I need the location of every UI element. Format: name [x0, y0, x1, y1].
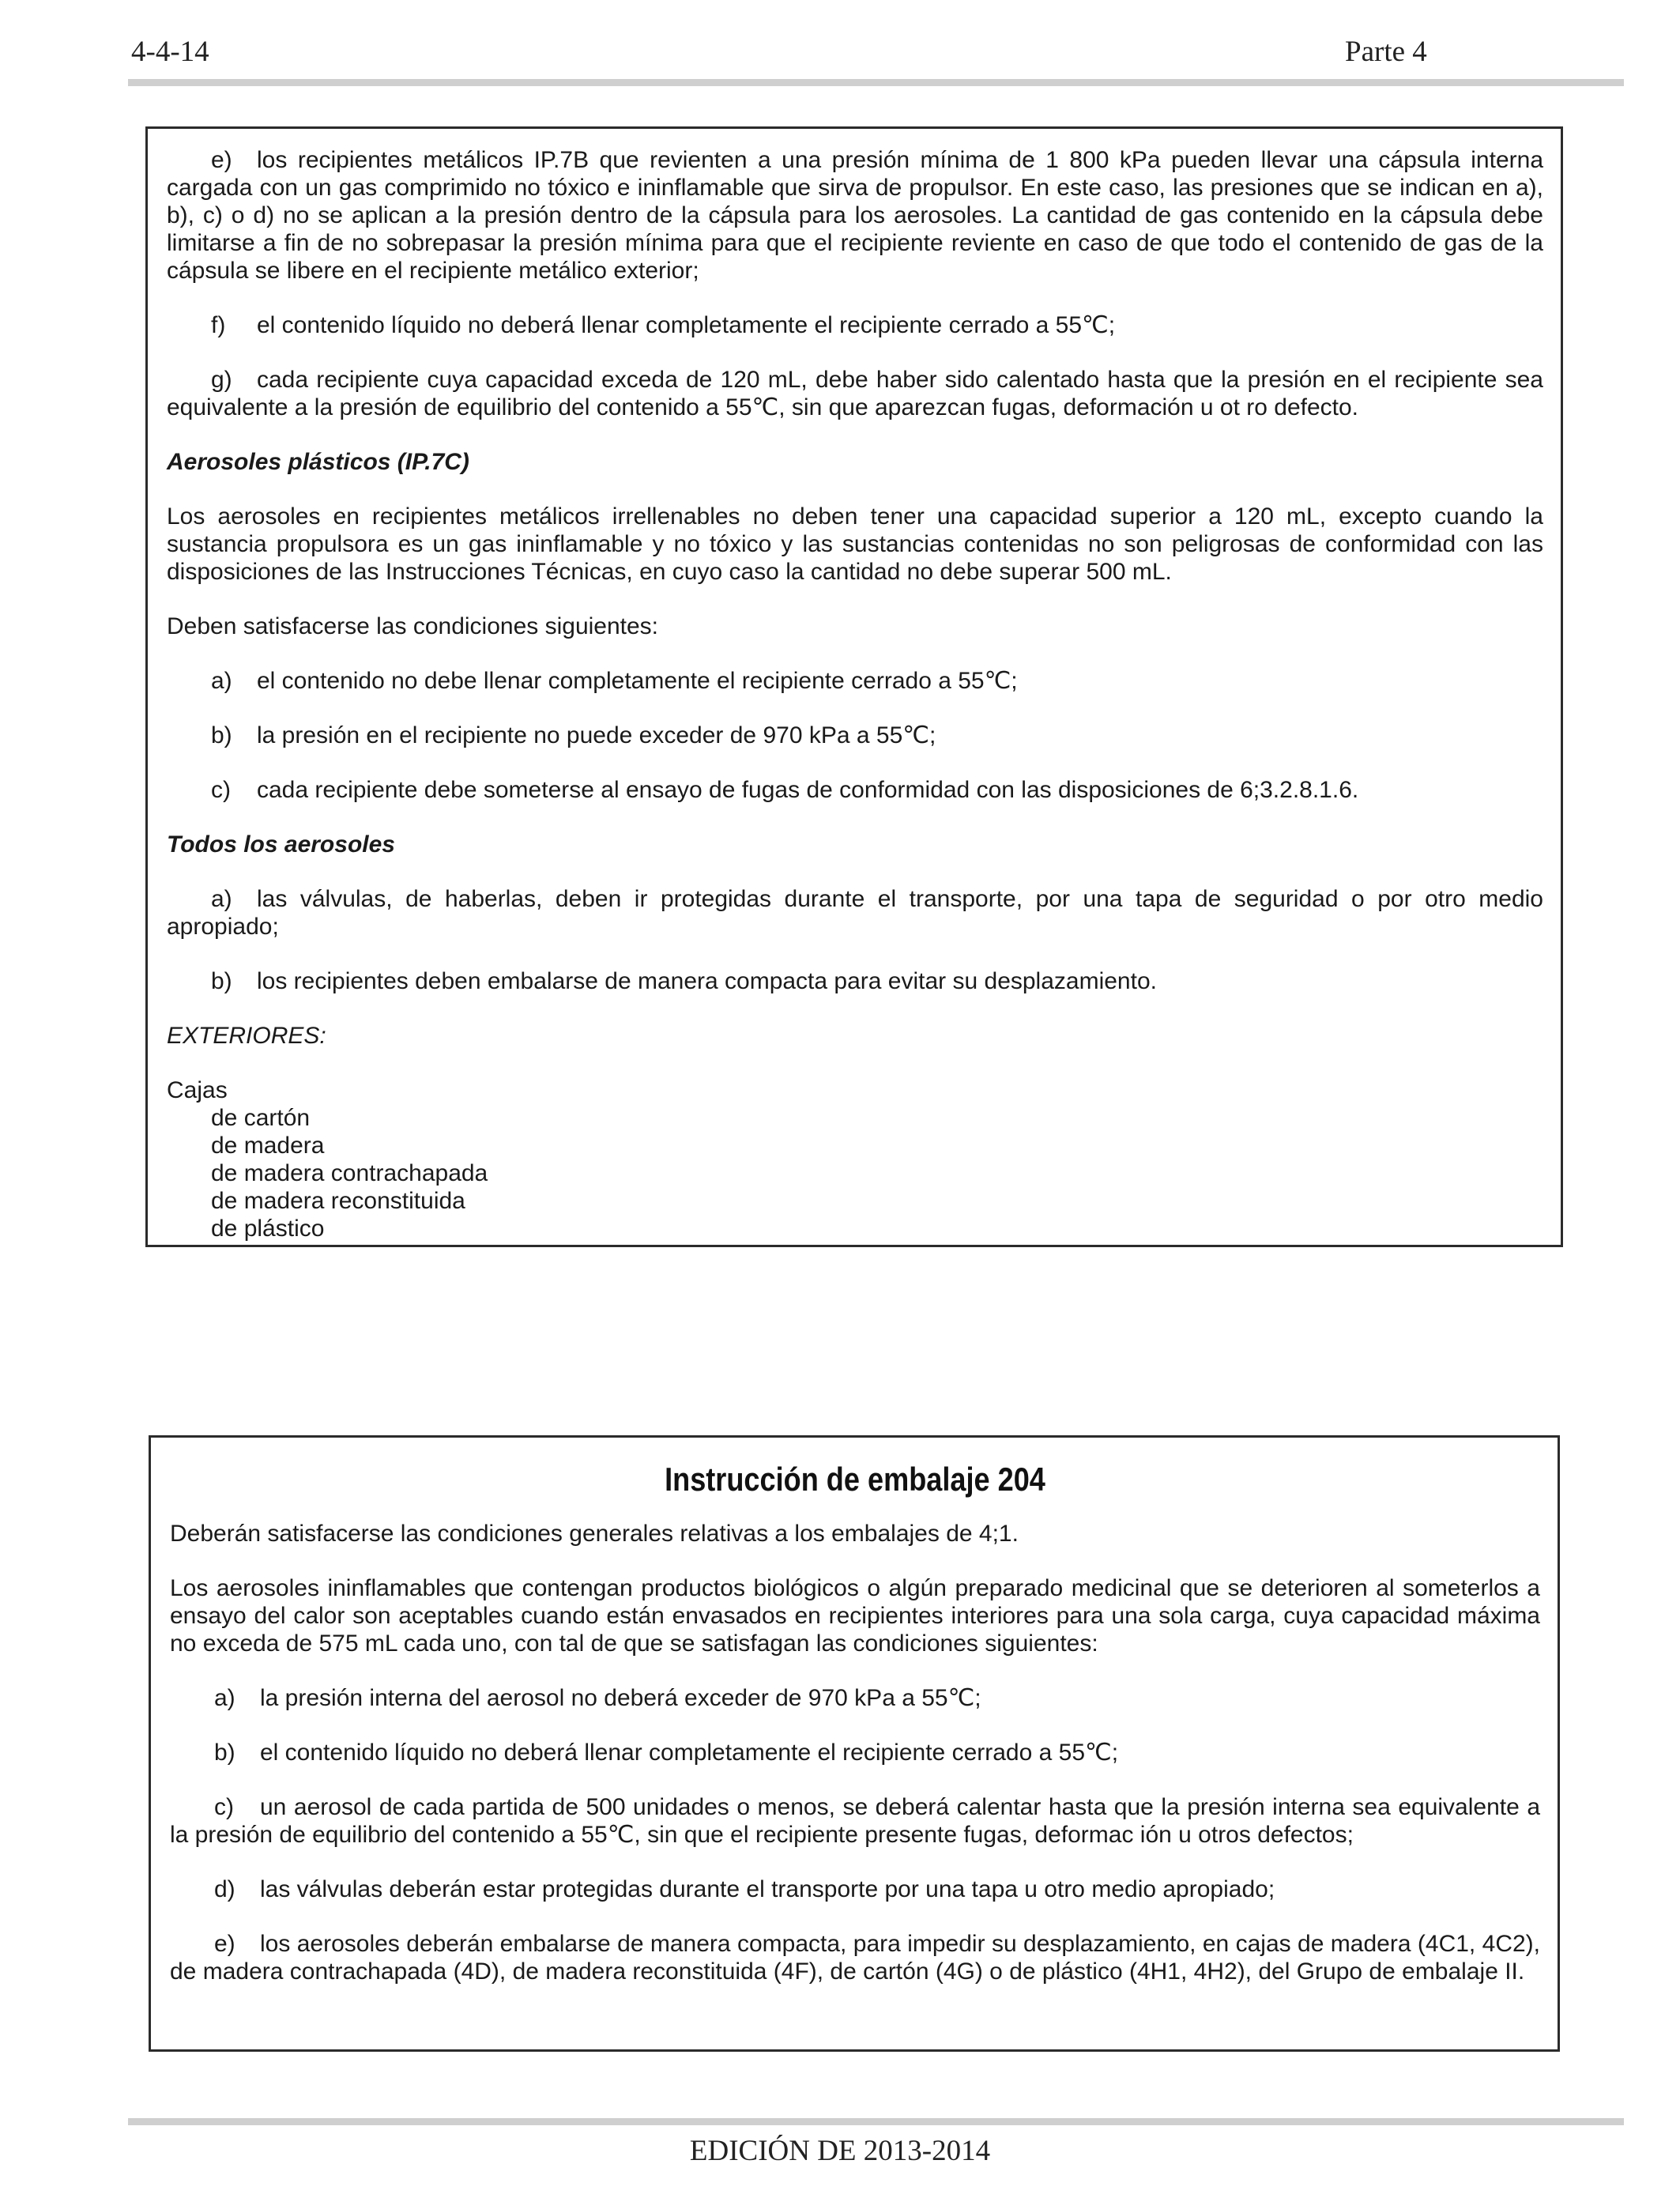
footer-rule [128, 2118, 1624, 2125]
all-item-b-text: los recipientes deben embalarse de manera compacta para evitar su desplazamiento. [257, 968, 1157, 994]
heading-exteriores: EXTERIORES: [167, 1023, 326, 1049]
heading-plastic-aerosols: Aerosoles plásticos (IP.7C) [167, 449, 469, 475]
condition-b [167, 722, 1543, 749]
all-item-b [167, 967, 1543, 995]
item-f-label: f) [211, 312, 226, 338]
item-f-text: el contenido líquido no deberá llenar completamente el recipiente cerrado a 55℃; [257, 312, 1116, 338]
item-g-label: g) [211, 367, 232, 393]
item-e [167, 146, 1543, 285]
instruction-item-e [170, 1930, 1540, 1985]
instruction-item-a [170, 1684, 1540, 1712]
paragraph-intro: Los aerosoles ininflamables que contengan productos biológicos o algún preparado medicinal que se deterioren al someterlos a ensayo del calor son aceptables cuando están envasados en recipientes interiores para una sola carga, cuya capacidad máxima no exceda de 575 mL cada uno, con tal de que se satisfagan las condiciones siguientes: [170, 1575, 1540, 1657]
instruction-item-b-label: b) [214, 1740, 235, 1766]
cajas-item: de plástico [211, 1216, 325, 1242]
cajas-item: de cartón [211, 1105, 311, 1131]
all-item-a-text: las válvulas, de haberlas, deben ir protegidas durante el transporte, por una tapa de seguridad o por otro medio apropiado; [167, 886, 1543, 940]
condition-c-label: c) [211, 777, 231, 803]
instruction-item-a-label: a) [214, 1685, 235, 1711]
condition-b-label: b) [211, 722, 232, 748]
item-g-text: cada recipiente cuya capacidad exceda de 120 mL, debe haber sido calentado hasta que la presión en el recipiente sea equivalente a la presión de equilibrio del contenido a 55℃, sin que aparezcan fugas, deformación u ot ro defecto. [167, 367, 1543, 420]
cajas-label: Cajas [167, 1077, 228, 1103]
condition-b-text: la presión en el recipiente no puede exceder de 970 kPa a 55℃; [257, 722, 936, 748]
heading-all-aerosols: Todos los aerosoles [167, 831, 395, 858]
instruction-item-e-label: e) [214, 1931, 235, 1957]
instruction-item-c-label: c) [214, 1794, 234, 1820]
edition-footer: EDICIÓN DE 2013-2014 [689, 2135, 991, 2167]
page-number: 4-4-14 [131, 36, 209, 68]
condition-c-text: cada recipiente debe someterse al ensayo de fugas de conformidad con las disposiciones de 6;3.2.8.1.6. [257, 777, 1359, 803]
item-e-label: e) [211, 147, 232, 173]
condition-a-text: el contenido no debe llenar completamente el recipiente cerrado a 55℃; [257, 668, 1018, 694]
instruction-item-d-text: las válvulas deberán estar protegidas durante el transporte por una tapa u otro medio apropiado; [260, 1876, 1275, 1902]
item-g [167, 366, 1543, 421]
paragraph-general-conditions: Deberán satisfacerse las condiciones generales relativas a los embalajes de 4;1. [170, 1521, 1019, 1547]
paragraph-conditions: Deben satisfacerse las condiciones siguientes: [167, 613, 659, 639]
condition-a-label: a) [211, 668, 232, 694]
instruction-title: Instrucción de embalaje 204 [665, 1461, 1045, 1498]
part-label: Parte 4 [1345, 36, 1427, 68]
condition-a [167, 667, 1543, 695]
header-rule [128, 79, 1624, 86]
cajas-item: de madera reconstituida [211, 1188, 465, 1214]
cajas-item: de madera contrachapada [211, 1160, 488, 1186]
item-f [167, 311, 1543, 339]
continued-instruction-box [145, 126, 1563, 1247]
instruction-item-d [170, 1875, 1540, 1903]
instruction-item-a-text: la presión interna del aerosol no deberá exceder de 970 kPa a 55℃; [260, 1685, 981, 1711]
instruction-item-c [170, 1793, 1540, 1849]
instruction-item-b [170, 1739, 1540, 1766]
condition-c [167, 776, 1543, 804]
item-e-text: los recipientes metálicos IP.7B que revienten a una presión mínima de 1 800 kPa pueden llevar una cápsula interna cargada con un gas comprimido no tóxico e ininflamable que sirva de propulsor. En este caso, las presiones que se indican en a), b), c) o d) no se aplican a la presión dentro de la cápsula para los aerosoles. La cantidad de gas contenido en la cápsula debe limitarse a fin de no sobrepasar la presión mínima para que el recipiente reviente en caso de que todo el contenido de gas de la cápsula se libere en el recipiente metálico exterior; [167, 147, 1543, 284]
all-item-a [167, 885, 1543, 941]
instruction-item-b-text: el contenido líquido no deberá llenar completamente el recipiente cerrado a 55℃; [260, 1740, 1119, 1766]
instruction-item-d-label: d) [214, 1876, 235, 1902]
packing-instruction-204-box [149, 1435, 1560, 2052]
all-item-b-label: b) [211, 968, 232, 994]
instruction-item-c-text: un aerosol de cada partida de 500 unidades o menos, se deberá calentar hasta que la presión interna sea equivalente a la presión de equilibrio del contenido a 55℃, sin que el recipiente presente fugas, deformac ión u otros defectos; [170, 1794, 1540, 1848]
instruction-item-e-text: los aerosoles deberán embalarse de manera compacta, para impedir su desplazamiento, en cajas de madera (4C1, 4C2), de madera contrachapada (4D), de madera reconstituida (4F), de cartón (4G) o de plástico (4H1, 4H2), del Grupo de embalaje II. [170, 1931, 1540, 1985]
all-item-a-label: a) [211, 886, 232, 912]
paragraph-plastic-aerosols: Los aerosoles en recipientes metálicos irrellenables no deben tener una capacidad superior a 120 mL, excepto cuando la sustancia propulsora es un gas ininflamable y no tóxico y las sustancias contenidas no son peligrosas de conformidad con las disposiciones de las Instrucciones Técnicas, en cuyo caso la cantidad no debe superar 500 mL. [167, 503, 1543, 585]
cajas-item: de madera [211, 1133, 325, 1159]
